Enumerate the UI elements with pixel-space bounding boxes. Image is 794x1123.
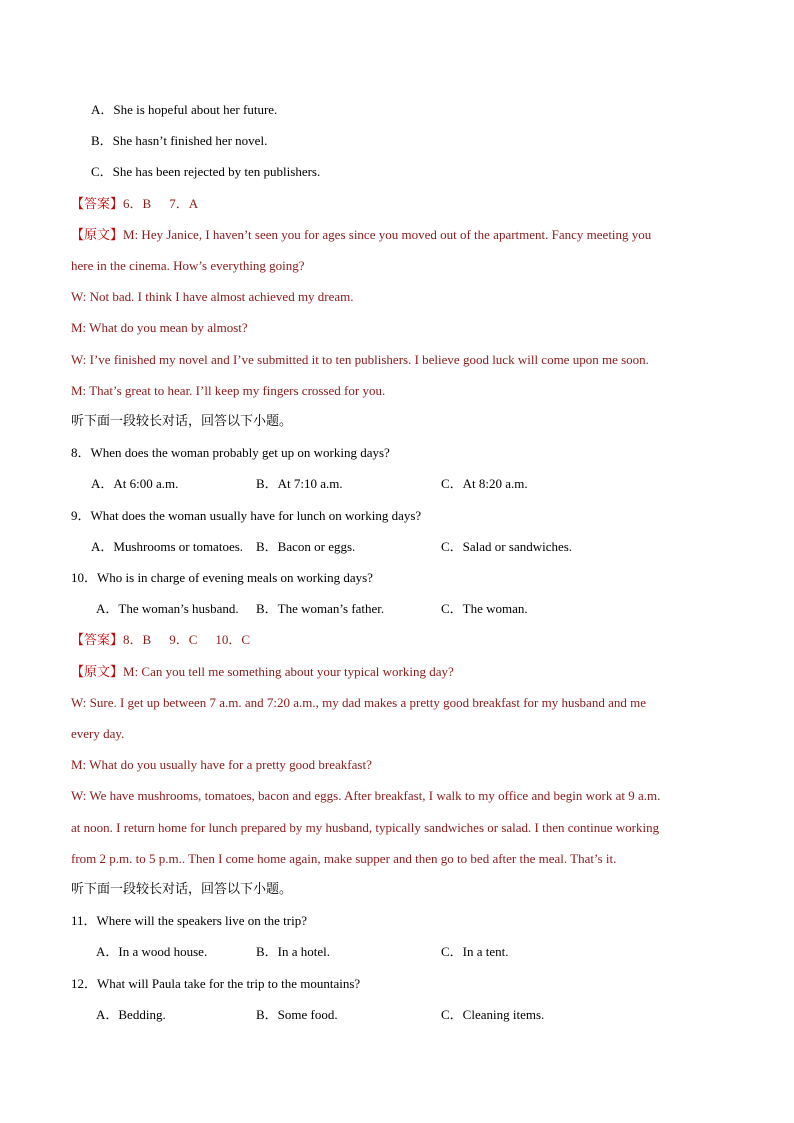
- transcript-1-line-2: here in the cinema. How’s everything going?: [71, 258, 305, 273]
- question-9: 9．What does the woman usually have for lunch on working days?: [71, 508, 422, 523]
- option-10c: C．The woman.: [441, 601, 528, 616]
- answer-9: 9．C: [169, 632, 198, 647]
- option-11c: C．In a tent.: [441, 944, 509, 959]
- option-11b: B．In a hotel.: [256, 944, 331, 959]
- option-11a: A．In a wood house.: [96, 944, 208, 959]
- question-8: 8．When does the woman probably get up on working days?: [71, 445, 390, 460]
- option-7c: C．She has been rejected by ten publishers.: [91, 164, 321, 179]
- option-12c: C．Cleaning items.: [441, 1007, 545, 1022]
- answer-tag: 【答案】: [71, 197, 124, 212]
- answer-8: 8．B: [123, 632, 152, 647]
- option-7b: B．She hasn’t finished her novel.: [91, 133, 268, 148]
- answer-block-1: [71, 196, 198, 213]
- transcript-2-line-6: at noon. I return home for lunch prepared by my husband, typically sandwiches or salad. I then continue working: [71, 820, 660, 835]
- transcript-text: M: Hey Janice, I haven’t seen you for ages since you moved out of the apartment. Fancy meeting you: [123, 227, 652, 242]
- transcript-1-line-6: M: That’s great to hear. I’ll keep my fingers crossed for you.: [71, 383, 386, 398]
- question-10: 10．Who is in charge of evening meals on working days?: [71, 570, 373, 585]
- transcript-2-line-5: W: We have mushrooms, tomatoes, bacon and eggs. After breakfast, I walk to my office and begin work at 9 a.m.: [71, 788, 661, 803]
- section-heading-2: 听下面一段较长对话，回答以下小题。: [71, 882, 293, 897]
- transcript-1-line-1: [71, 227, 651, 244]
- transcript-1-line-3: W: Not bad. I think I have almost achieved my dream.: [71, 289, 354, 304]
- option-10b: B．The woman’s father.: [256, 601, 385, 616]
- transcript-text: M: Can you tell me something about your typical working day?: [123, 664, 454, 679]
- option-9b: B．Bacon or eggs.: [256, 539, 356, 554]
- option-10a: A．The woman’s husband.: [96, 601, 239, 616]
- option-8b: B．At 7:10 a.m.: [256, 476, 343, 491]
- option-8c: C．At 8:20 a.m.: [441, 476, 528, 491]
- section-heading-1: 听下面一段较长对话，回答以下小题。: [71, 414, 293, 429]
- option-12b: B．Some food.: [256, 1007, 338, 1022]
- question-12: 12．What will Paula take for the trip to the mountains?: [71, 976, 361, 991]
- question-11: 11．Where will the speakers live on the trip?: [71, 913, 307, 928]
- transcript-2-line-2: W: Sure. I get up between 7 a.m. and 7:20 a.m., my dad makes a pretty good breakfast for my husband and me: [71, 695, 646, 710]
- answer-tag: 【答案】: [71, 633, 124, 648]
- answer-block-2: [71, 632, 250, 649]
- option-8a: A．At 6:00 a.m.: [91, 476, 179, 491]
- option-12a: A．Bedding.: [96, 1007, 166, 1022]
- transcript-tag: 【原文】: [71, 665, 124, 680]
- transcript-2-line-3: every day.: [71, 726, 125, 741]
- answer-7: 7．A: [169, 196, 199, 211]
- transcript-tag: 【原文】: [71, 228, 124, 243]
- option-9c: C．Salad or sandwiches.: [441, 539, 573, 554]
- transcript-2-line-4: M: What do you usually have for a pretty good breakfast?: [71, 757, 372, 772]
- option-7a: A．She is hopeful about her future.: [91, 102, 278, 117]
- transcript-2-line-1: [71, 664, 454, 681]
- answer-10: 10．C: [215, 632, 251, 647]
- answer-6: 6．B: [123, 196, 152, 211]
- transcript-1-line-5: W: I’ve finished my novel and I’ve submitted it to ten publishers. I believe good luck will come upon me soon.: [71, 352, 649, 367]
- option-9a: A．Mushrooms or tomatoes.: [91, 539, 244, 554]
- transcript-1-line-4: M: What do you mean by almost?: [71, 320, 248, 335]
- transcript-2-line-7: from 2 p.m. to 5 p.m.. Then I come home again, make supper and then go to bed after the meal. That’s it.: [71, 851, 617, 866]
